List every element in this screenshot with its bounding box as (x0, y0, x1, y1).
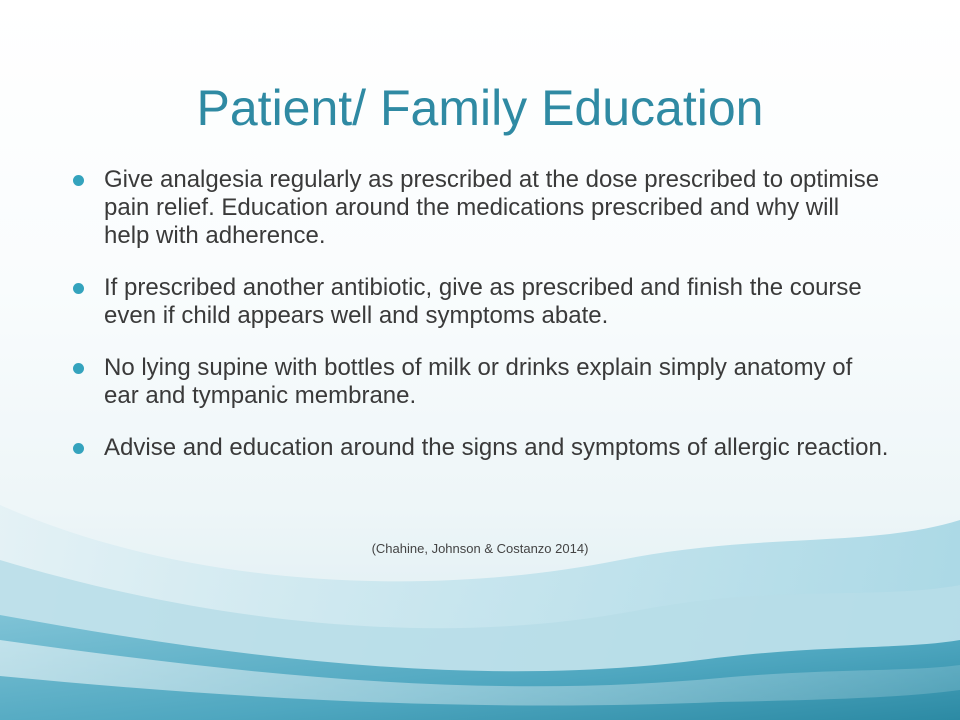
bullet-item (70, 274, 890, 330)
bullet-dot-icon (73, 175, 84, 186)
bullet-list (70, 166, 890, 486)
bullet-text: Advise and education around the signs and symptoms of allergic reaction. (104, 434, 889, 461)
bullet-text: No lying supine with bottles of milk or drinks explain simply anatomy of ear and tympanic membrane. (104, 354, 853, 409)
citation: (Chahine, Johnson & Costanzo 2014) (371, 541, 589, 556)
slide-title: Patient/ Family Education (196, 80, 764, 136)
bullet-item (70, 434, 890, 462)
bullet-dot-icon (73, 363, 84, 374)
bullet-text: Give analgesia regularly as prescribed at the dose prescribed to optimise pain relief. Education around the medications prescribed and why will help with adherence. (104, 166, 880, 249)
bullet-item (70, 354, 890, 410)
bullet-item (70, 166, 890, 250)
bullet-text: If prescribed another antibiotic, give as prescribed and finish the course even if child appears well and symptoms abate. (104, 274, 862, 329)
bullet-dot-icon (73, 283, 84, 294)
bullet-dot-icon (73, 443, 84, 454)
